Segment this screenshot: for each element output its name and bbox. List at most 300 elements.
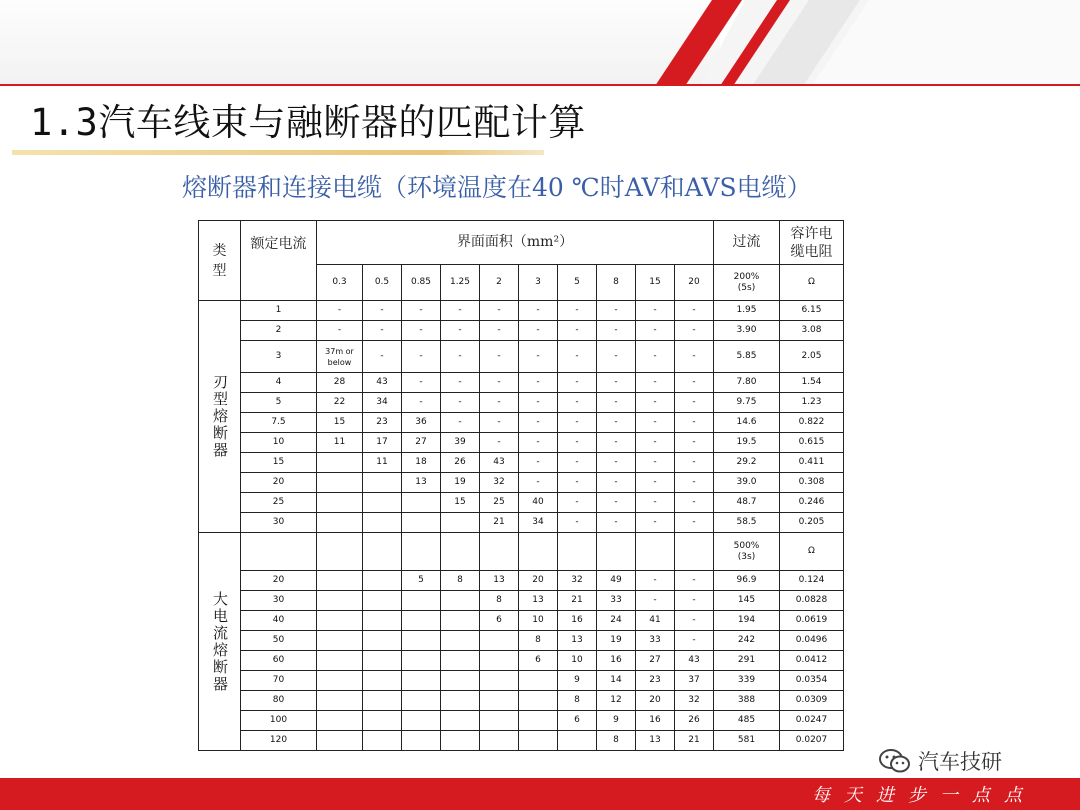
value-cell [317, 493, 363, 513]
overcurrent-cell: 9.75 [714, 393, 780, 413]
rating-cell: 20 [241, 571, 317, 591]
value-cell: 19 [441, 473, 480, 493]
overcurrent-cell: 1.95 [714, 301, 780, 321]
resistance-cell: 0.308 [780, 473, 844, 493]
value-cell: - [558, 493, 597, 513]
value-cell: 23 [363, 413, 402, 433]
value-cell: 26 [441, 453, 480, 473]
value-cell: 13 [402, 473, 441, 493]
value-cell [363, 513, 402, 533]
resistance-cell: 0.0412 [780, 651, 844, 671]
rating-cell: 10 [241, 433, 317, 453]
value-cell [402, 493, 441, 513]
value-cell: - [636, 591, 675, 611]
value-cell [363, 631, 402, 651]
value-cell: - [597, 321, 636, 341]
value-cell [363, 493, 402, 513]
area-cell: 0.3 [317, 265, 363, 301]
value-cell: - [636, 373, 675, 393]
value-cell: - [636, 571, 675, 591]
empty-cell [363, 533, 402, 571]
value-cell: 27 [636, 651, 675, 671]
table-row [199, 611, 844, 631]
value-cell [402, 513, 441, 533]
rating-cell: 30 [241, 513, 317, 533]
value-cell: 27 [402, 433, 441, 453]
fuse-cable-table [198, 220, 844, 751]
table-row [199, 651, 844, 671]
value-cell [317, 513, 363, 533]
empty-cell [480, 533, 519, 571]
value-cell: 8 [597, 731, 636, 751]
area-cell: 1.25 [441, 265, 480, 301]
value-cell [480, 671, 519, 691]
value-cell: - [519, 341, 558, 373]
overcurrent-cell: 19.5 [714, 433, 780, 453]
rating-cell: 1 [241, 301, 317, 321]
overcurrent-cell: 7.80 [714, 373, 780, 393]
value-cell: - [675, 493, 714, 513]
value-cell: 37m or below [317, 341, 363, 373]
resistance-cell: 6.15 [780, 301, 844, 321]
value-cell: - [636, 341, 675, 373]
value-cell: - [675, 571, 714, 591]
value-cell: - [675, 413, 714, 433]
value-cell: - [480, 393, 519, 413]
empty-cell [519, 533, 558, 571]
value-cell: 10 [519, 611, 558, 631]
value-cell [480, 691, 519, 711]
value-cell [519, 671, 558, 691]
value-cell [363, 571, 402, 591]
value-cell [317, 571, 363, 591]
table-row [199, 393, 844, 413]
value-cell [441, 671, 480, 691]
overcurrent-cell: 291 [714, 651, 780, 671]
empty-cell [317, 533, 363, 571]
value-cell: - [636, 393, 675, 413]
overcurrent-cell: 14.6 [714, 413, 780, 433]
area-cell: 15 [636, 265, 675, 301]
resistance-cell: 0.0619 [780, 611, 844, 631]
table-row [199, 373, 844, 393]
value-cell: - [441, 393, 480, 413]
value-cell [441, 651, 480, 671]
value-cell: - [363, 301, 402, 321]
value-cell: - [519, 301, 558, 321]
value-cell: - [519, 413, 558, 433]
value-cell: - [519, 393, 558, 413]
value-cell [402, 711, 441, 731]
value-cell: - [675, 341, 714, 373]
rating-cell: 100 [241, 711, 317, 731]
value-cell: - [363, 341, 402, 373]
value-cell [519, 731, 558, 751]
value-cell: - [597, 393, 636, 413]
value-cell: - [441, 341, 480, 373]
overcurrent-cell: 339 [714, 671, 780, 691]
value-cell: - [675, 631, 714, 651]
value-cell: - [558, 321, 597, 341]
value-cell [402, 611, 441, 631]
value-cell [363, 671, 402, 691]
value-cell: 34 [519, 513, 558, 533]
value-cell: 13 [636, 731, 675, 751]
table-row [199, 671, 844, 691]
value-cell [317, 711, 363, 731]
value-cell: - [480, 373, 519, 393]
value-cell: 8 [441, 571, 480, 591]
overcurrent-cell: 29.2 [714, 453, 780, 473]
value-cell: - [519, 433, 558, 453]
value-cell: 43 [480, 453, 519, 473]
value-cell: 14 [597, 671, 636, 691]
value-cell: - [558, 301, 597, 321]
value-cell [317, 631, 363, 651]
resistance-cell: 2.05 [780, 341, 844, 373]
value-cell: - [636, 321, 675, 341]
overcurrent-cell: 388 [714, 691, 780, 711]
value-cell: 33 [636, 631, 675, 651]
table-row [199, 321, 844, 341]
rating-cell: 5 [241, 393, 317, 413]
value-cell [480, 731, 519, 751]
overcurrent-cell: 242 [714, 631, 780, 651]
value-cell: 22 [317, 393, 363, 413]
value-cell [402, 671, 441, 691]
area-cell: 0.5 [363, 265, 402, 301]
value-cell: 43 [675, 651, 714, 671]
resistance-cell: 1.54 [780, 373, 844, 393]
value-cell: 39 [441, 433, 480, 453]
table-row [199, 341, 844, 373]
value-cell: - [675, 611, 714, 631]
value-cell [317, 453, 363, 473]
value-cell: 11 [363, 453, 402, 473]
value-cell: - [597, 413, 636, 433]
overcurrent-header: 过流 [714, 221, 780, 265]
overcurrent-cell: 48.7 [714, 493, 780, 513]
value-cell: - [317, 301, 363, 321]
table-row [199, 433, 844, 453]
table-caption: 熔断器和连接电缆（环境温度在40 ℃时AV和AVS电缆） [182, 173, 812, 202]
value-cell: - [558, 341, 597, 373]
value-cell: - [402, 373, 441, 393]
value-cell [363, 591, 402, 611]
value-cell: - [441, 413, 480, 433]
value-cell [363, 473, 402, 493]
table-row [199, 571, 844, 591]
resistance-cell: 0.822 [780, 413, 844, 433]
area-cell: 5 [558, 265, 597, 301]
value-cell: - [597, 433, 636, 453]
rating-cell: 20 [241, 473, 317, 493]
value-cell: - [402, 393, 441, 413]
empty-cell [675, 533, 714, 571]
value-cell: 21 [558, 591, 597, 611]
value-cell: - [519, 321, 558, 341]
value-cell: 32 [480, 473, 519, 493]
area-cell: 3 [519, 265, 558, 301]
rating-cell: 15 [241, 453, 317, 473]
empty-cell [597, 533, 636, 571]
rating-cell: 25 [241, 493, 317, 513]
value-cell: - [597, 301, 636, 321]
overcurrent-cell: 581 [714, 731, 780, 751]
value-cell [480, 631, 519, 651]
resistance-cell: 0.411 [780, 453, 844, 473]
value-cell [480, 711, 519, 731]
value-cell: 40 [519, 493, 558, 513]
table-row [199, 413, 844, 433]
value-cell: - [480, 341, 519, 373]
watermark-label: 汽车技研 [918, 750, 1002, 774]
value-cell: - [597, 513, 636, 533]
value-cell: - [636, 453, 675, 473]
value-cell [317, 671, 363, 691]
value-cell: 41 [636, 611, 675, 631]
rating-cell: 2 [241, 321, 317, 341]
value-cell: - [675, 453, 714, 473]
value-cell: 12 [597, 691, 636, 711]
value-cell [441, 731, 480, 751]
overcurrent-cell: 145 [714, 591, 780, 611]
table-row [199, 711, 844, 731]
value-cell: - [519, 473, 558, 493]
value-cell: 20 [519, 571, 558, 591]
value-cell: - [675, 513, 714, 533]
table-row [199, 591, 844, 611]
value-cell: - [597, 341, 636, 373]
value-cell: 17 [363, 433, 402, 453]
value-cell: 37 [675, 671, 714, 691]
value-cell: - [675, 393, 714, 413]
overcurrent-cell: 485 [714, 711, 780, 731]
value-cell: - [480, 301, 519, 321]
value-cell [519, 691, 558, 711]
value-cell: - [480, 413, 519, 433]
resistance-cell: 0.615 [780, 433, 844, 453]
resistance-cell: 0.0496 [780, 631, 844, 651]
value-cell [441, 513, 480, 533]
value-cell: 8 [480, 591, 519, 611]
large-fuse-label: 大电流熔断器 [199, 533, 241, 751]
value-cell [402, 651, 441, 671]
value-cell: - [558, 373, 597, 393]
value-cell: - [558, 433, 597, 453]
rating-cell: 120 [241, 731, 317, 751]
overcurrent-condition: 500% (3s) [714, 533, 780, 571]
value-cell: - [597, 373, 636, 393]
overcurrent-cell: 5.85 [714, 341, 780, 373]
value-cell: - [402, 321, 441, 341]
value-cell [519, 711, 558, 731]
overcurrent-cell: 58.5 [714, 513, 780, 533]
value-cell: 34 [363, 393, 402, 413]
value-cell: 16 [636, 711, 675, 731]
value-cell [558, 731, 597, 751]
value-cell: 33 [597, 591, 636, 611]
value-cell [317, 691, 363, 711]
value-cell: 6 [558, 711, 597, 731]
value-cell: - [558, 513, 597, 533]
value-cell: - [363, 321, 402, 341]
value-cell [441, 711, 480, 731]
resistance-unit: Ω [780, 265, 844, 301]
overcurrent-condition: 200% (5s) [714, 265, 780, 301]
value-cell: 6 [519, 651, 558, 671]
resistance-cell: 0.0247 [780, 711, 844, 731]
empty-cell [558, 533, 597, 571]
value-cell: - [597, 493, 636, 513]
value-cell: - [558, 393, 597, 413]
resistance-cell: 0.0828 [780, 591, 844, 611]
page-title: 1.3汽车线束与融断器的匹配计算 [30, 101, 586, 144]
value-cell: 19 [597, 631, 636, 651]
rating-cell: 30 [241, 591, 317, 611]
rating-cell: 3 [241, 341, 317, 373]
empty-cell [636, 533, 675, 571]
table-row [199, 631, 844, 651]
value-cell: 15 [317, 413, 363, 433]
value-cell: 16 [558, 611, 597, 631]
large-fuse-subheader [199, 533, 844, 571]
value-cell [363, 731, 402, 751]
resistance-cell: 0.0309 [780, 691, 844, 711]
value-cell: - [402, 341, 441, 373]
value-cell [317, 731, 363, 751]
value-cell: 20 [636, 691, 675, 711]
table-row [199, 493, 844, 513]
value-cell [363, 611, 402, 631]
resistance-cell: 0.0354 [780, 671, 844, 691]
value-cell: 23 [636, 671, 675, 691]
value-cell [363, 651, 402, 671]
rating-cell: 70 [241, 671, 317, 691]
value-cell [317, 611, 363, 631]
value-cell: 13 [480, 571, 519, 591]
value-cell [402, 731, 441, 751]
empty-cell [402, 533, 441, 571]
value-cell: 9 [558, 671, 597, 691]
value-cell: - [636, 433, 675, 453]
value-cell: 13 [519, 591, 558, 611]
value-cell: - [441, 373, 480, 393]
value-cell: - [558, 453, 597, 473]
value-cell: 28 [317, 373, 363, 393]
rating-cell: 4 [241, 373, 317, 393]
resistance-unit: Ω [780, 533, 844, 571]
value-cell [441, 611, 480, 631]
area-cell: 8 [597, 265, 636, 301]
value-cell: 15 [441, 493, 480, 513]
table-row [199, 513, 844, 533]
table-row [199, 731, 844, 751]
value-cell: - [675, 373, 714, 393]
value-cell: - [402, 301, 441, 321]
value-cell: 10 [558, 651, 597, 671]
area-header: 界面面积（mm²） [317, 221, 714, 265]
value-cell: 36 [402, 413, 441, 433]
value-cell [402, 591, 441, 611]
value-cell: 21 [675, 731, 714, 751]
value-cell: - [636, 473, 675, 493]
value-cell: - [675, 321, 714, 341]
value-cell: - [441, 321, 480, 341]
value-cell: 21 [480, 513, 519, 533]
table-row [199, 453, 844, 473]
value-cell: - [636, 513, 675, 533]
value-cell: - [558, 413, 597, 433]
value-cell: - [675, 301, 714, 321]
rating-cell: 40 [241, 611, 317, 631]
value-cell: - [675, 473, 714, 493]
area-cell: 20 [675, 265, 714, 301]
value-cell [441, 691, 480, 711]
resistance-cell: 0.246 [780, 493, 844, 513]
rating-cell: 50 [241, 631, 317, 651]
value-cell [441, 591, 480, 611]
value-cell: 43 [363, 373, 402, 393]
value-cell: 11 [317, 433, 363, 453]
table-row [199, 691, 844, 711]
value-cell: 6 [480, 611, 519, 631]
value-cell: 16 [597, 651, 636, 671]
value-cell: 25 [480, 493, 519, 513]
resistance-cell: 0.205 [780, 513, 844, 533]
value-cell: - [519, 373, 558, 393]
overcurrent-cell: 96.9 [714, 571, 780, 591]
value-cell: 49 [597, 571, 636, 591]
blade-fuse-label: 刃型熔断器 [199, 301, 241, 533]
table-row [199, 301, 844, 321]
area-cell: 2 [480, 265, 519, 301]
value-cell [317, 473, 363, 493]
rating-cell: 80 [241, 691, 317, 711]
empty-cell [441, 533, 480, 571]
header-decoration [0, 0, 1080, 86]
value-cell: 8 [519, 631, 558, 651]
empty-cell [241, 533, 317, 571]
value-cell: - [597, 453, 636, 473]
value-cell [402, 631, 441, 651]
overcurrent-cell: 3.90 [714, 321, 780, 341]
overcurrent-cell: 194 [714, 611, 780, 631]
value-cell: - [636, 493, 675, 513]
value-cell [480, 651, 519, 671]
value-cell: 5 [402, 571, 441, 591]
value-cell: - [480, 321, 519, 341]
value-cell: - [597, 473, 636, 493]
rating-cell: 60 [241, 651, 317, 671]
table-row [199, 473, 844, 493]
wechat-icon [878, 747, 912, 775]
value-cell: 32 [558, 571, 597, 591]
value-cell: - [675, 433, 714, 453]
resistance-cell: 3.08 [780, 321, 844, 341]
value-cell: - [636, 301, 675, 321]
resistance-header: 容许电缆电阻 [780, 221, 844, 265]
value-cell [441, 631, 480, 651]
value-cell: 8 [558, 691, 597, 711]
type-header: 类型 [199, 221, 241, 301]
overcurrent-cell: 39.0 [714, 473, 780, 493]
rating-cell: 7.5 [241, 413, 317, 433]
value-cell: - [480, 433, 519, 453]
resistance-cell: 0.124 [780, 571, 844, 591]
value-cell: 24 [597, 611, 636, 631]
value-cell [317, 651, 363, 671]
